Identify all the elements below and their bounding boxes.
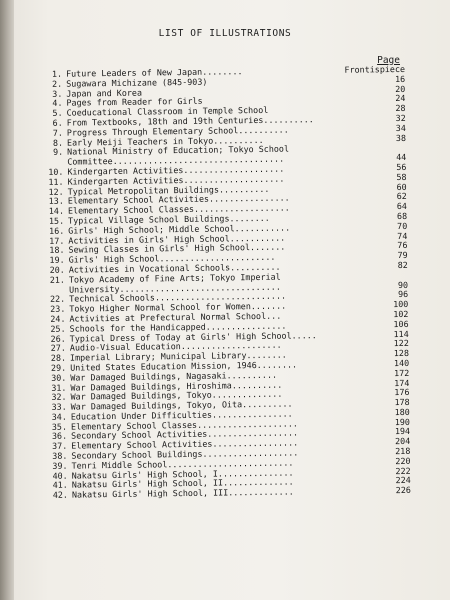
- entry-page-number: 16: [394, 73, 406, 84]
- entry-number: 7.: [52, 127, 63, 138]
- entry-number: 41.: [52, 480, 68, 491]
- entry-title: Progress Through Elementary School..........: [66, 124, 289, 138]
- entry-title: Nakatsu Girls' High School, I...............: [71, 467, 294, 481]
- entry-number: 18.: [49, 245, 65, 256]
- entry-title: Elementary School Classes....................: [70, 418, 298, 432]
- entry-title: Typical Dress of Today at Girls' High School.....: [69, 329, 317, 344]
- entry-number: 27.: [50, 342, 66, 354]
- entry-title: War Damaged Buildings, Nagasaki..........: [70, 369, 278, 383]
- entry-page-number: 34: [395, 122, 406, 133]
- entry-page-number: 140: [393, 357, 410, 368]
- entry-page-number: 226: [395, 485, 411, 496]
- entry-page-number: 218: [395, 445, 411, 457]
- entry-title: University................................: [68, 281, 281, 295]
- entry-page-number: 194: [394, 426, 411, 437]
- entry-number: 10.: [48, 166, 64, 177]
- entry-number: 26.: [50, 333, 66, 344]
- entry-page-number: 96: [398, 289, 409, 300]
- entry-title: Typical Metropolitan Buildings..........: [67, 183, 270, 197]
- entry-title: Sewing Classes in Girls' High School.......: [68, 241, 286, 255]
- entry-number: 33.: [51, 401, 67, 412]
- entry-number: 30.: [51, 372, 67, 383]
- entry-title: Early Meiji Teachers in Tokyo..........: [66, 134, 264, 148]
- entry-title: Elementary School Activities................: [67, 192, 290, 206]
- entry-number: 32.: [51, 391, 67, 403]
- entry-number: 34.: [51, 411, 67, 422]
- entry-number: 36.: [51, 431, 68, 442]
- entry-number: 42.: [52, 489, 69, 501]
- entry-number: 20.: [49, 264, 65, 275]
- entry-title: Nakatsu Girls' High School, II..............: [71, 476, 294, 491]
- entry-title: War Damaged Buildings, Tokyo..............: [70, 388, 283, 402]
- entry-title: Girls' High School.......................: [68, 251, 276, 265]
- entry-title: Elementary School Classes...................: [67, 202, 290, 216]
- entry-page-number: 24: [395, 93, 406, 104]
- illustrations-list: [40, 65, 411, 501]
- entry-title: Activities at Prefectural Normal School...: [69, 310, 282, 324]
- entry-page-number: 20: [395, 83, 406, 94]
- entry-number: 6.: [52, 117, 63, 128]
- entry-page-number: 32: [395, 112, 406, 124]
- entry-number: 22.: [49, 293, 66, 305]
- entry-title: Kindergarten Activities....................: [67, 163, 285, 177]
- entry-number: 29.: [50, 362, 67, 373]
- entry-page-number: 172: [394, 367, 410, 378]
- entry-number: 9.: [52, 147, 64, 158]
- entry-title: Kindergarten Activities....................: [67, 173, 285, 187]
- entry-title: Activities in Vocational Schools..........: [68, 261, 281, 275]
- entry-page-number: 28: [395, 103, 406, 114]
- entry-title: Secondary School Activities..................: [71, 427, 299, 442]
- entry-number: 14.: [48, 205, 65, 217]
- page-column-header: Page: [377, 55, 400, 66]
- entry-page-number: 38: [395, 132, 407, 143]
- entry-number: 38.: [52, 450, 68, 461]
- entry-number: 31.: [51, 382, 67, 393]
- entry-page-number: 128: [393, 347, 410, 359]
- book-gutter-shadow: [0, 0, 14, 600]
- entry-number: 2.: [52, 78, 63, 89]
- entry-title: Activities in Girls' High School...........: [68, 232, 286, 246]
- entry-title: Future Leaders of New Japan........: [65, 66, 243, 79]
- entry-title: United States Education Mission, 1946........: [70, 359, 298, 373]
- page-title: LIST OF ILLUSTRATIONS: [158, 28, 292, 39]
- entry-number: 13.: [48, 196, 64, 207]
- entry-page-number: 76: [397, 240, 408, 251]
- entry-page-number: 114: [393, 328, 409, 339]
- entry-number: 37.: [52, 440, 68, 452]
- entry-number: 39.: [52, 460, 68, 471]
- entry-number: 11.: [48, 176, 64, 187]
- entry-title: Pages from Reader for Girls: [66, 96, 203, 109]
- entry-title: Imperial Library; Municipal Library........: [69, 349, 287, 363]
- entry-page-number: 224: [395, 475, 411, 486]
- entry-title: Elementary School Activities.................: [71, 437, 299, 451]
- entry-page-number: 70: [397, 220, 408, 231]
- entry-page-number: 220: [395, 455, 411, 466]
- entry-number: 19.: [49, 254, 65, 266]
- entry-page-number: 180: [394, 406, 410, 417]
- entry-number: 12.: [48, 186, 64, 197]
- entry-title: From Textbooks, 18th and 19th Centuries..........: [66, 114, 314, 128]
- entry-page-number: 174: [394, 377, 410, 388]
- entry-page-number: 79: [397, 250, 408, 261]
- entry-page-number: 178: [394, 396, 410, 408]
- entry-page-number: 44: [396, 152, 407, 163]
- entry-number: 16.: [49, 225, 65, 236]
- entry-number: 25.: [50, 323, 66, 334]
- entry-number: 40.: [52, 470, 68, 481]
- entry-title: War Damaged Buildings, Hiroshima..........: [70, 379, 283, 393]
- entry-page-number: 82: [397, 259, 408, 270]
- entry-title: Nakatsu Girls' High School, III.............: [71, 486, 294, 500]
- entry-number: 23.: [50, 303, 66, 315]
- entry-number: 1.: [51, 68, 63, 79]
- entry-title: Typical Village School Buildings........: [68, 212, 270, 226]
- entry-number: 17.: [49, 235, 65, 246]
- entry-page-number: Frontispiece: [344, 63, 406, 75]
- entry-title: Secondary School Buildings...................: [71, 447, 299, 461]
- entry-title: National Ministry of Education; Tokyo School: [67, 143, 290, 158]
- entry-page-number: 122: [393, 338, 409, 349]
- entry-number: 28.: [50, 352, 67, 363]
- entry-page-number: 90: [397, 279, 409, 290]
- entry-page-number: 106: [393, 318, 409, 329]
- entry-title: Girls' High School; Middle School...........: [68, 222, 291, 236]
- entry-title: Tokyo Academy of Fine Arts; Tokyo Imperial: [68, 271, 281, 285]
- entry-title: Technical Schools..........................: [69, 290, 287, 304]
- entry-page-number: 56: [396, 161, 407, 173]
- entry-title: Schools for the Handicapped................: [69, 320, 287, 334]
- entry-title: Education Under Difficulties................: [70, 408, 293, 422]
- entry-number: 15.: [48, 215, 65, 226]
- entry-page-number: 222: [395, 465, 411, 476]
- entry-title: Audio-Visual Education....................: [69, 339, 282, 353]
- entry-number: 8.: [52, 137, 64, 148]
- entry-page-number: 190: [394, 416, 411, 427]
- entry-page-number: 176: [394, 387, 410, 398]
- entry-page-number: 100: [393, 299, 409, 310]
- entry-page-number: 62: [396, 191, 407, 202]
- entry-number: 5.: [52, 107, 63, 119]
- entry-title: Coeducational Classroom in Temple School: [66, 105, 269, 118]
- entry-title: Japan and Korea: [66, 87, 143, 99]
- entry-page-number: 102: [393, 308, 409, 320]
- entry-title: Committee..................................: [67, 153, 285, 167]
- entry-title: Sugawara Michizane (845-903): [66, 76, 208, 89]
- entry-number: 35.: [51, 421, 68, 432]
- entry-page-number: 204: [395, 436, 411, 447]
- entry-number: 24.: [50, 313, 66, 324]
- entry-number: 4.: [52, 98, 63, 109]
- entry-title: Tenri Middle School.........................: [71, 457, 294, 471]
- entry-page-number: 68: [396, 210, 408, 221]
- entry-title: War Damaged Buildings, Tokyo, Oita..........: [70, 398, 293, 412]
- entry-page-number: 64: [396, 201, 408, 212]
- entry-page-number: 74: [397, 230, 408, 241]
- entry-title: Tokyo Higher Normal School for Women.......: [69, 300, 287, 314]
- entry-number: 3.: [52, 88, 63, 99]
- entry-number: 21.: [49, 274, 65, 285]
- entry-page-number: 60: [396, 181, 407, 192]
- entry-page-number: 58: [396, 171, 407, 182]
